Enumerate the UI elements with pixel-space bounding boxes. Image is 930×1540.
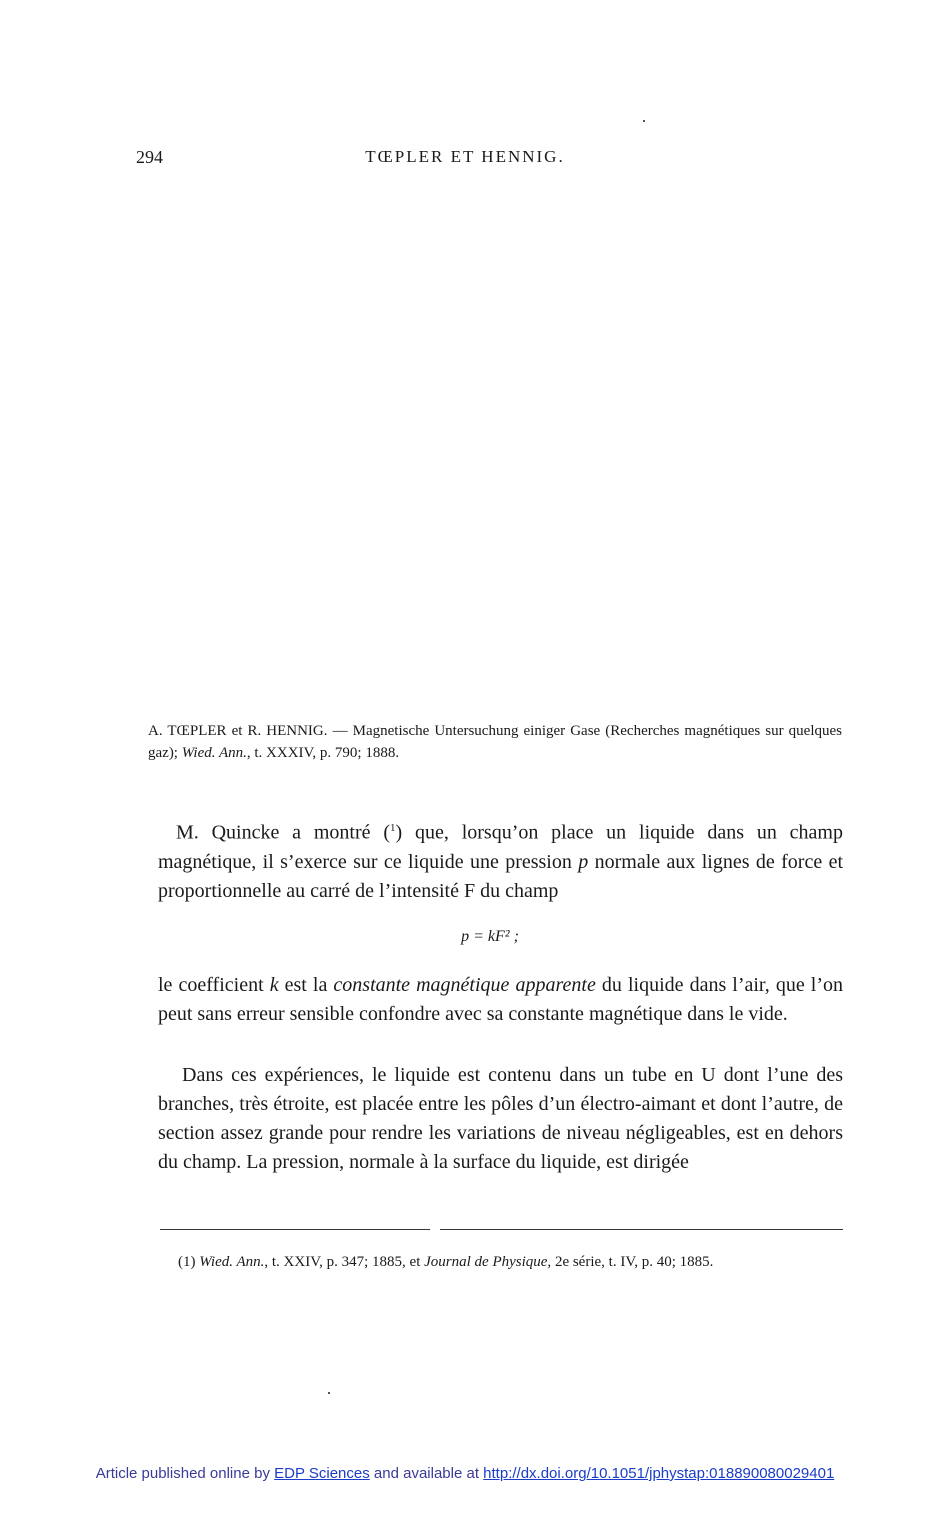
footnote-journal-2: Journal de Physique, [424,1254,552,1270]
paragraph-1 [158,814,843,906]
banner-prefix: Article published online by [95,1465,275,1482]
bibliographic-reference [148,720,842,764]
footnote [160,1251,850,1274]
paragraph-2-text-c: du liquide dans l’air, que l’on peut sans erreur sensible confondre avec sa constante magnétique dans le vide. [158,974,844,1025]
paragraph-1-text-c: normale aux lignes de force et proportionnelle au carré de l’intensité F du champ [158,850,844,902]
variable-p: p [578,850,589,873]
variable-k: k [269,974,279,996]
reference-dash: — [327,723,353,739]
paragraph-2 [158,971,843,1029]
footnote-mark: 1 [390,822,396,834]
footnote-rule-left [160,1229,430,1230]
publisher-link[interactable]: EDP Sciences [274,1465,370,1482]
reference-volume: , t. XXXIV, p. 790; 1888. [246,745,400,761]
reference-journal: Wied. Ann. [181,745,247,761]
speck-mark [643,120,645,122]
formula: p = kF² ; [461,928,519,945]
reference-title: Magnetische Untersuchung einiger Gase (Recherches magnétiques sur quelques gaz); [148,723,842,761]
publication-banner [0,1465,930,1482]
paragraph-2-text-b: est la [278,974,334,996]
paragraph-1-text-b: ) que, lorsqu’on place un liquide dans un champ magnétique, il s’exerce sur ce liquide une pression [158,821,843,873]
paragraph-1-text-a: M. Quincke a montré ( [176,821,391,844]
speck-mark-bottom [328,1392,330,1394]
doi-link[interactable]: http://dx.doi.org/10.1051/jphystap:018890080029401 [483,1465,835,1482]
running-title: TŒPLER ET HENNIG. [365,147,565,166]
footnote-text-2: 2e série, t. IV, p. 40; 1885. [551,1254,714,1270]
reference-authors: A. TŒPLER et R. HENNIG. [148,723,328,739]
footnote-text-1: , t. XXIV, p. 347; 1885, et [264,1254,425,1270]
paragraph-3: Dans ces expériences, le liquide est contenu dans un tube en U dont l’une des branches, très étroite, est placée entre les pôles d’un électro-aimant et dont l’autre, de section assez grande pour rendre les variations de niveau négligeables, est en dehors du champ. La pression, normale à la surface du liquide, est dirigée [158,1064,843,1173]
footnote-journal-1: Wied. Ann. [199,1254,265,1270]
emphasized-term: constante magnétique apparente [333,974,596,996]
footnote-rule-right [440,1229,843,1230]
footnote-number: (1) [178,1254,196,1270]
banner-middle: and available at [369,1465,484,1482]
page-number: 294 [136,147,163,167]
paragraph-2-text-a: le coefficient [158,974,270,996]
